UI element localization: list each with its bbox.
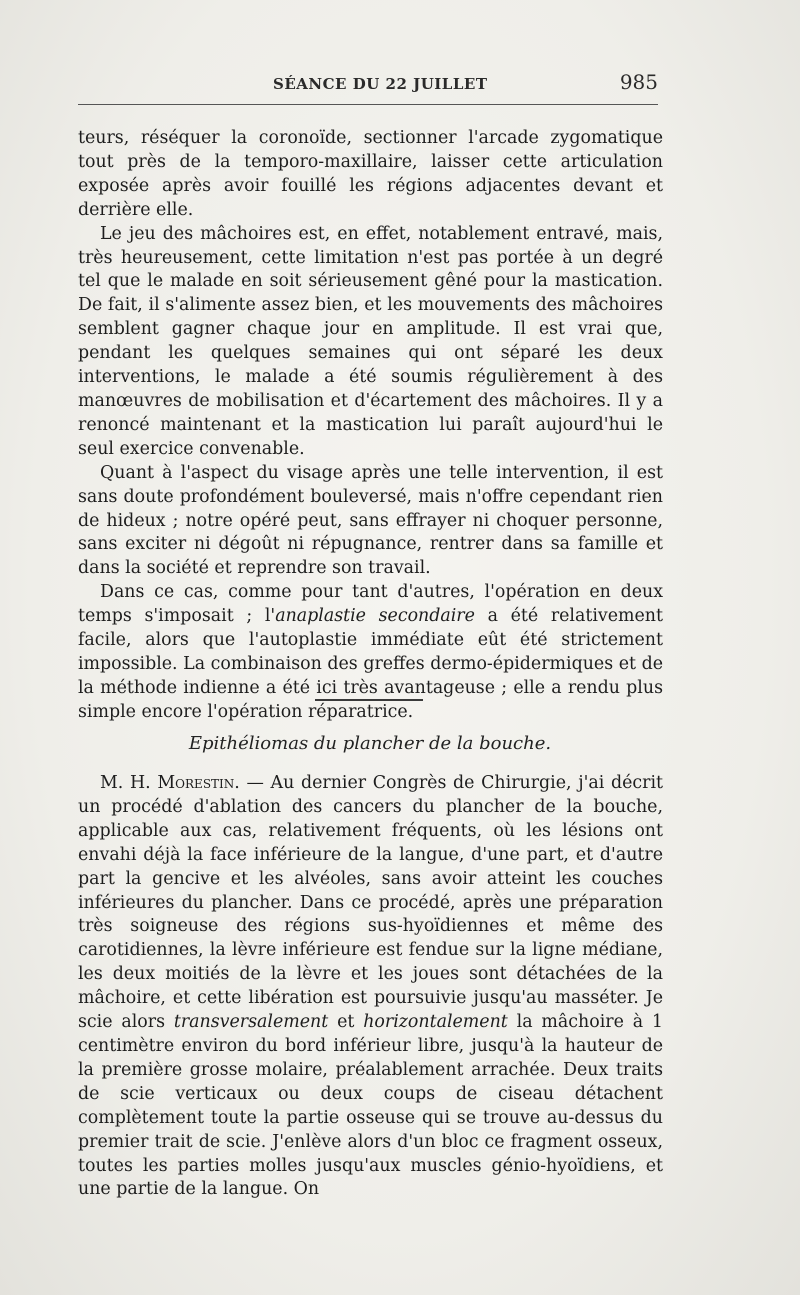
paragraph-text: et [328, 1012, 364, 1033]
page-header [78, 66, 658, 100]
running-title: SÉANCE DU 22 JUILLET [273, 75, 488, 93]
speaker-name: Morestin [157, 773, 235, 793]
paragraph-text: Dans ce cas, comme pour tant d'autres, l'opération en deux temps s'imposait ; l' [78, 582, 663, 627]
speaker-prefix: M. H. [100, 773, 158, 793]
body-text-top [78, 127, 663, 725]
section-separator [315, 699, 423, 701]
paragraph: teurs, réséquer la coronoïde, sectionner l'arcade zygomatique tout près de la temporo-maxillaire, laisser cette articulation exposée après avoir fouillé les régions adjacentes devant et derrière elle. [78, 128, 663, 220]
paragraph-text: la mâchoire à 1 centimètre environ du bord inférieur libre, jusqu'à la hauteur de la première grosse molaire, préalablement arrachée. Deux traits de scie verticaux ou deux coups de ciseau détachent complètement toute la partie osseuse qui se trouve au-dessus du premier trait de scie. J'enlève alors d'un bloc ce fragment osseux, toutes les parties molles jusqu'aux muscles génio-hyoïdiens, et une partie de la langue. On [78, 1012, 663, 1200]
paragraph-text: a été relativement facile, alors que l'autoplastie immédiate eût été strictement impossible. La combinaison des greffes dermo-épidermiques et de la méthode indienne a été ici très avantageuse ; elle a rendu plus simple encore l'opération réparatrice. [78, 606, 663, 722]
emphasis-text: anaplastie secondaire [275, 606, 475, 627]
paragraph: Quant à l'aspect du visage après une telle intervention, il est sans doute profondément bouleversé, mais n'offre cependant rien de hideux ; notre opéré peut, sans effrayer ni choquer personne, sans exciter ni dégoût ni répugnance, rentrer dans sa famille et dans la société et reprendre son travail. [78, 462, 663, 579]
page-number: 985 [619, 70, 658, 94]
body-text-bottom [78, 772, 663, 1202]
emphasis-text: horizontalement [363, 1012, 508, 1033]
paragraph-text: . — Au dernier Congrès de Chirurgie, j'ai décrit un procédé d'ablation des cancers du plancher de la bouche, applicable aux cas, relativement fréquents, où les lésions ont envahi déjà la face inférieure de la langue, d'une part, et d'autre part la gencive et les alvéoles, sans avoir atteint les couches inférieures du plancher. Dans ce procédé, après une préparation très soigneuse des régions sus-hyoïdiennes et même des carotidiennes, la lèvre inférieure est fendue sur la ligne médiane, les deux moitiés de la lèvre et les joues sont détachées de la mâchoire, et cette libération est poursuivie jusqu'au masséter. Je scie alors [78, 773, 664, 1033]
paragraph: Le jeu des mâchoires est, en effet, notablement entravé, mais, très heureusement, cette limitation n'est pas portée à un degré tel que le malade en soit sérieusement gêné pour la mastication. De fait, il s'alimente assez bien, et les mouvements des mâchoires semblent gagner chaque jour en amplitude. Il est vrai que, pendant les quelques semaines qui ont séparé les deux interventions, le malade a été soumis régulièrement à des manœuvres de mobilisation et d'écartement des mâchoires. Il y a renoncé maintenant et la mastication lui paraît aujourd'hui le seul exercice convenable. [78, 223, 663, 459]
section-title: Epithéliomas du plancher de la bouche. [188, 733, 552, 754]
header-rule [78, 104, 658, 105]
paragraph [78, 581, 663, 724]
emphasis-text: transversalement [173, 1012, 329, 1033]
paragraph [78, 772, 663, 1202]
